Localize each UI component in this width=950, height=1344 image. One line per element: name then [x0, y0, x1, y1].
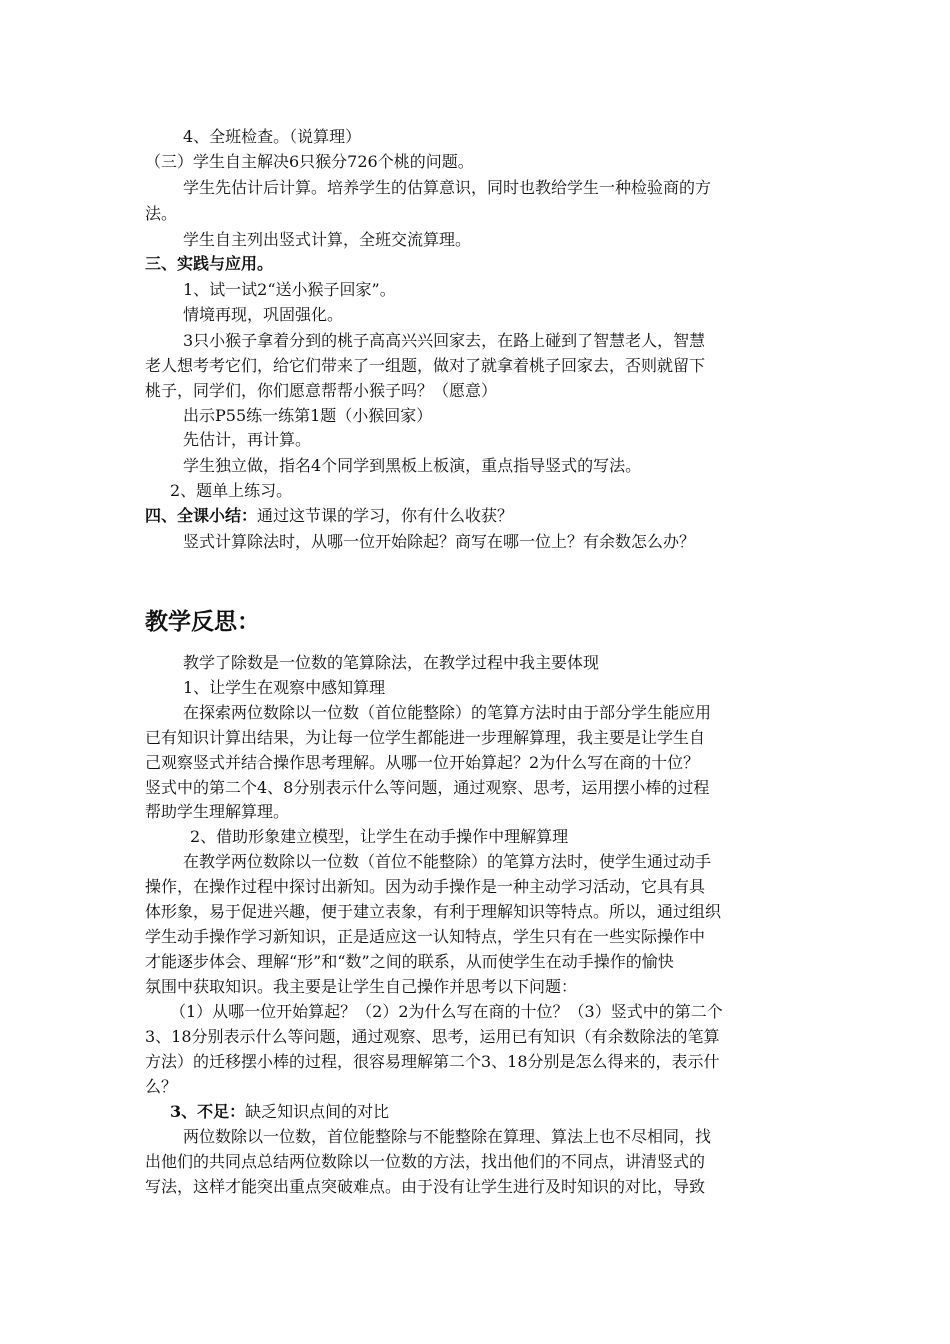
- text-line: 氛围中获取知识。我主要是让学生自己操作并思考以下问题：: [145, 977, 578, 996]
- text-line: 2、借助形象建立模型，让学生在动手操作中理解算理: [190, 827, 569, 846]
- text-line: （三）学生自主解决6只猴分726个桃的问题。: [145, 152, 474, 171]
- text-line: 出示P55练一练第1题（小猴回家）: [183, 406, 433, 425]
- reflection-title: 教学反思：: [145, 609, 260, 635]
- section-heading: 三、实践与应用。: [145, 254, 274, 273]
- text-line: （1）从哪一位开始算起？（2）2为什么写在商的十位？（3）竖式中的第二个: [170, 1002, 723, 1021]
- text-line: 4、全班检查。（说算理）: [183, 127, 362, 146]
- text-line: 竖式计算除法时，从哪一位开始除起？商写在哪一位上？有余数怎么办？: [183, 532, 696, 551]
- text-line: 出他们的共同点总结两位数除以一位数的方法，找出他们的不同点，讲清竖式的: [145, 1152, 706, 1171]
- text-line: 老人想考考它们，给它们带来了一组题，做对了就拿着桃子回家去，否则就留下: [145, 356, 706, 375]
- text-line: 己观察竖式并结合操作思考理解。从哪一位开始算起？2为什么写在商的十位？: [145, 753, 700, 772]
- text-line: 在探索两位数除以一位数（首位能整除）的笔算方法时由于部分学生能应用: [183, 703, 712, 722]
- text-line: 教学了除数是一位数的笔算除法，在教学过程中我主要体现: [183, 653, 600, 672]
- text-line: 先估计，再计算。: [183, 430, 312, 449]
- point3-text: 缺乏知识点间的对比: [245, 1102, 390, 1121]
- text-line: 学生动手操作学习新知识，正是适应这一认知特点，学生只有在一些实际操作中: [145, 927, 706, 946]
- text-line: 1、让学生在观察中感知算理: [183, 678, 386, 697]
- text-line: 写法，这样才能突出重点突破难点。由于没有让学生进行及时知识的对比，导致: [145, 1177, 706, 1196]
- point3-line: [170, 1100, 389, 1124]
- text-line: 竖式中的第二个4、8分别表示什么等问题，通过观察、思考，运用摆小棒的过程: [145, 778, 710, 797]
- text-line: 桃子，同学们，你们愿意帮帮小猴子吗？（愿意）: [145, 381, 498, 400]
- text-line: 学生先估计后计算。培养学生的估算意识，同时也教给学生一种检验商的方: [183, 178, 712, 197]
- text-line: 么？: [145, 1077, 178, 1096]
- text-line: 在教学两位数除以一位数（首位不能整除）的笔算方法时，使学生通过动手: [183, 852, 712, 871]
- text-line: 3、18分别表示什么等问题，通过观察、思考，运用已有知识（有余数除法的笔算: [145, 1027, 720, 1046]
- point3-label: 3、不足：: [170, 1102, 246, 1121]
- text-line: 3只小猴子拿着分到的桃子高高兴兴回家去，在路上碰到了智慧老人，智慧: [183, 331, 706, 350]
- text-line: 法。: [145, 204, 178, 223]
- text-line: 体形象，易于促进兴趣，便于建立表象，有利于理解知识等特点。所以，通过组织: [145, 902, 722, 921]
- text-line: 学生独立做，指名4个同学到黑板上板演，重点指导竖式的写法。: [183, 456, 642, 475]
- text-line: 2、题单上练习。: [170, 481, 293, 500]
- section-heading: 四、全课小结：: [145, 506, 258, 525]
- text-line: 学生自主列出竖式计算，全班交流算理。: [183, 230, 472, 249]
- text-line: 情境再现，巩固强化。: [183, 305, 344, 324]
- text-line: 两位数除以一位数，首位能整除与不能整除在算理、算法上也不尽相同，找: [183, 1127, 712, 1146]
- text-line: 1、试一试2“送小猴子回家”。: [183, 280, 396, 299]
- text-line: 已有知识计算出结果，为让每一位学生都能进一步理解算理，我主要是让学生自: [145, 728, 706, 747]
- text-line: 才能逐步体会、理解“形”和“数”之间的联系，从而使学生在动手操作的愉快: [145, 952, 674, 971]
- text-line: 操作，在操作过程中探讨出新知。因为动手操作是一种主动学习活动，它具有具: [145, 877, 706, 896]
- text-line: 方法）的迁移摆小棒的过程，很容易理解第二个3、18分别是怎么得来的，表示什: [145, 1052, 720, 1071]
- text-line: 帮助学生理解算理。: [145, 802, 290, 821]
- summary-line: [145, 504, 513, 528]
- summary-question: 通过这节课的学习，你有什么收获？: [257, 506, 514, 525]
